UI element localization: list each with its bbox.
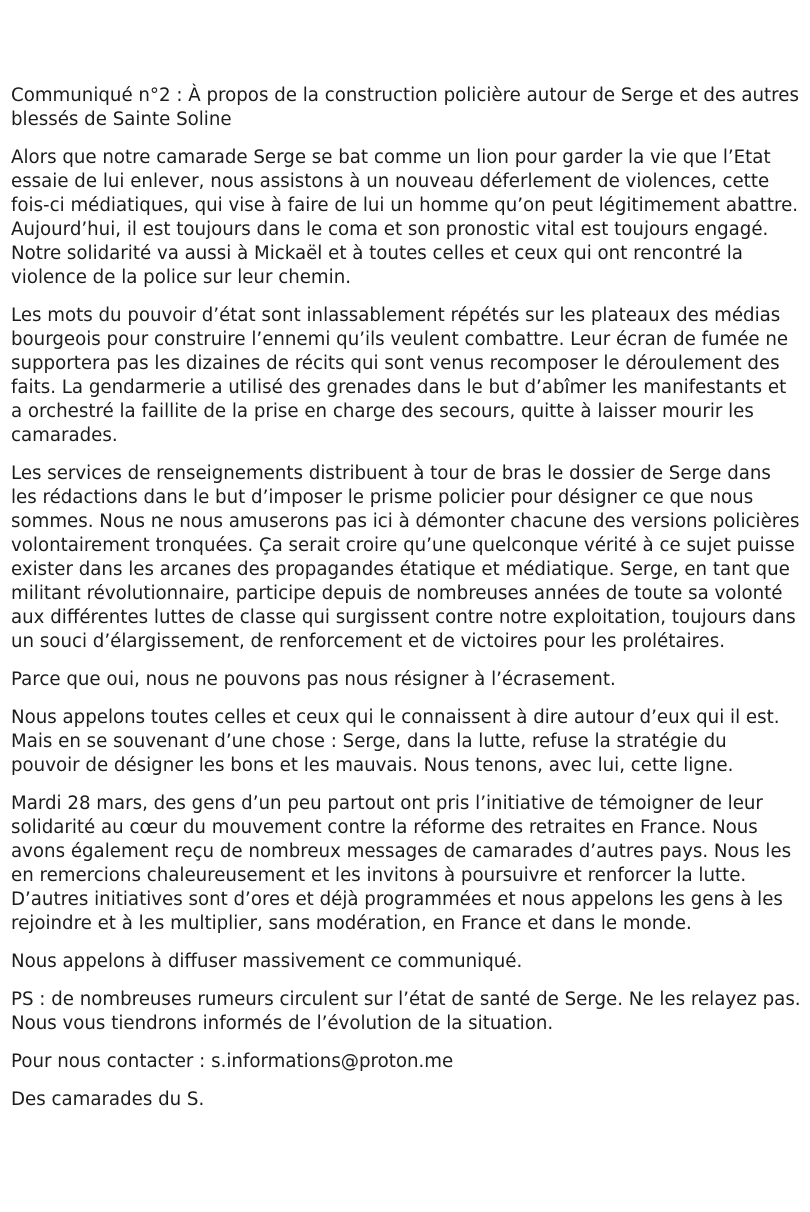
paragraph-resignation: Parce que oui, nous ne pouvons pas nous résigner à l’écrasement. — [11, 669, 616, 690]
paragraph-state-power: Les mots du pouvoir d’état sont inlassablement répétés sur les plateaux des médias bourgeois pour construire l’ennemi qu’ils veulent combattre. Leur écran de fumée ne supportera pas les dizaines de récits qui sont venus recomposer le déroulement des faits. La gendarmerie a utilisé des grenades dans le but d’abîmer les manifestants et a orchestré la faillite de la prise en charge des secours, quitte à laisser mourir les camarades. — [11, 305, 789, 446]
communique-title: Communiqué n°2 : À propos de la construction policière autour de Serge et des autres blessés de Sainte Soline — [11, 85, 799, 130]
paragraph-diffuse-call: Nous appelons à diffuser massivement ce communiqué. — [11, 951, 523, 972]
paragraph-postscript: PS : de nombreuses rumeurs circulent sur l’état de santé de Serge. Ne les relayez pas. Nous vous tiendrons informés de l’évolution de la situation. — [11, 989, 801, 1034]
paragraph-call-to-speak: Nous appelons toutes celles et ceux qui le connaissent à dire autour d’eux qui il est. Mais en se souvenant d’une chose : Serge, dans la lutte, refuse la stratégie du pouvoir de désigner les bons et les mauvais. Nous tenons, avec lui, cette ligne. — [11, 707, 780, 776]
paragraph-march-28: Mardi 28 mars, des gens d’un peu partout ont pris l’initiative de témoigner de leur solidarité au cœur du mouvement contre la réforme des retraites en France. Nous avons également reçu de nombreux messages de camarades d’autres pays. Nous les en remercions chaleureusement et les invitons à poursuivre et renforcer la lutte. D’autres initiatives sont d’ores et déjà programmées et nous appelons les gens à les rejoindre et à les multiplier, sans modération, en France et dans le monde. — [11, 793, 792, 934]
paragraph-signature: Des camarades du S. — [11, 1089, 205, 1110]
paragraph-serge-solidarity: Alors que notre camarade Serge se bat comme un lion pour garder la vie que l’Etat essaie de lui enlever, nous assistons à un nouveau déferlement de violences, cette fois-ci médiatiques, qui vise à faire de lui un homme qu’on peut légitimement abattre. Aujourd’hui, il est toujours dans le coma et son pronostic vital est toujours engagé. Notre solidarité va aussi à Mickaël et à toutes celles et ceux qui ont rencontré la violence de la police sur leur chemin. — [11, 147, 799, 288]
paragraph-contact: Pour nous contacter : s.informations@proton.me — [11, 1051, 454, 1072]
communique-document — [11, 84, 801, 1126]
paragraph-intelligence-services: Les services de renseignements distribuent à tour de bras le dossier de Serge dans les rédactions dans le but d’imposer le prisme policier pour désigner ce que nous sommes. Nous ne nous amuserons pas ici à démonter chacune des versions policières volontairement tronquées. Ça serait croire qu’une quelconque vérité à ce sujet puisse exister dans les arcanes des propagandes étatique et médiatique. Serge, en tant que militant révolutionnaire, participe depuis de nombreuses années de toute sa volonté aux différentes luttes de classe qui surgissent contre notre exploitation, toujours dans un souci d’élargissement, de renforcement et de victoires pour les prolétaires. — [11, 463, 800, 652]
